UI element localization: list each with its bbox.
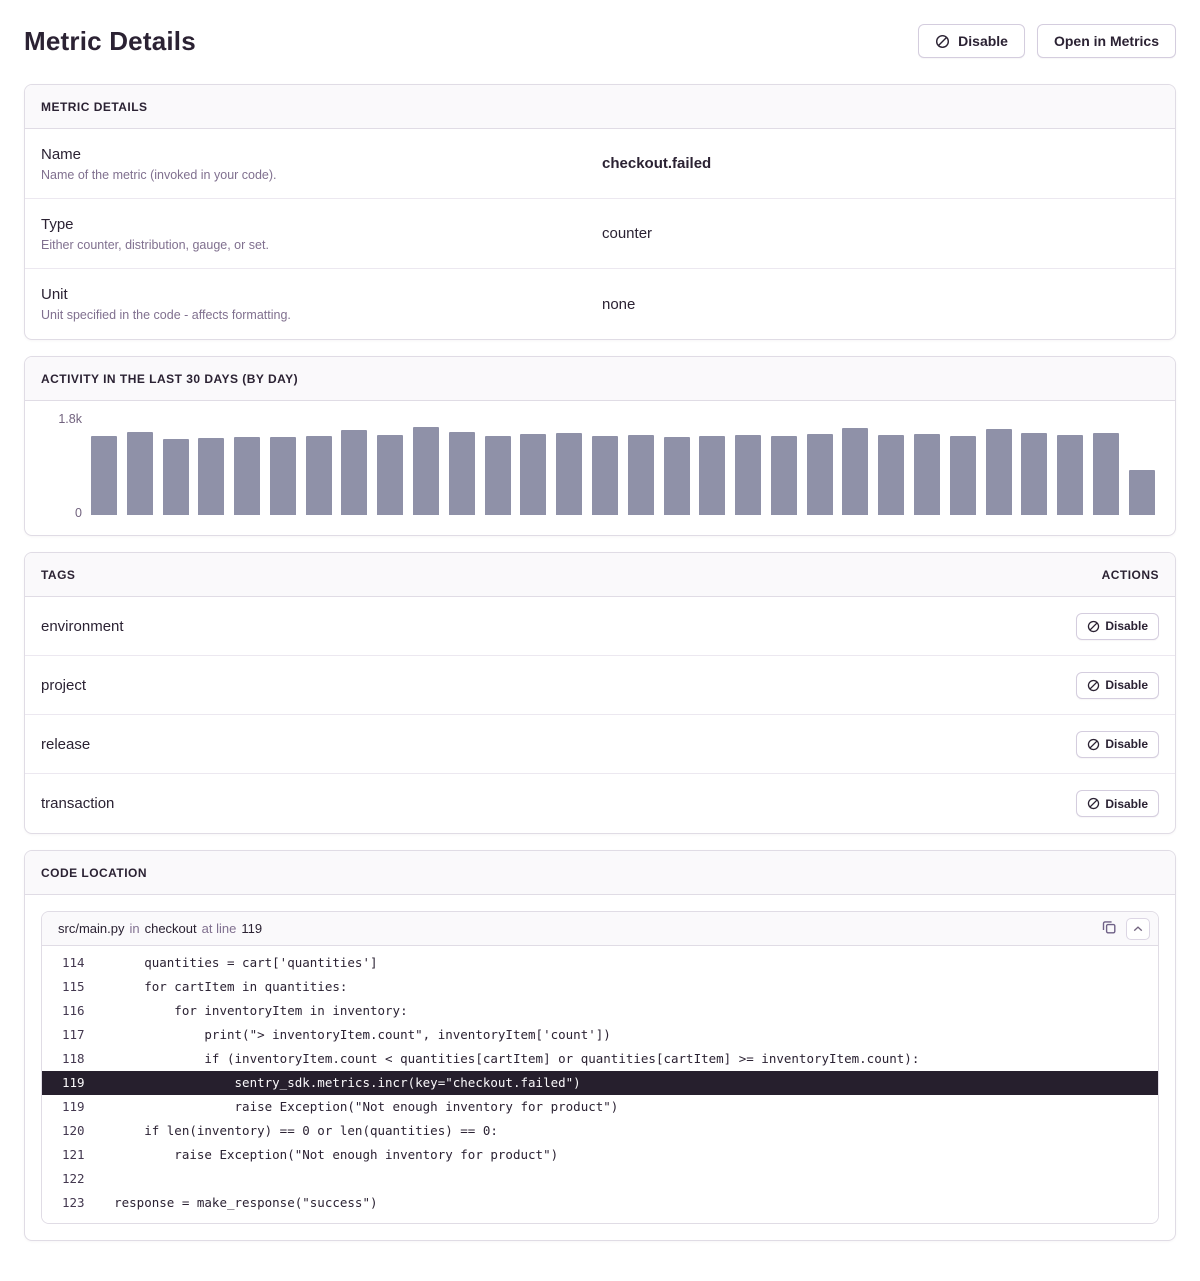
activity-section-title: ACTIVITY IN THE LAST 30 DAYS (BY DAY) [41,371,299,386]
code-frame-title [58,921,262,936]
activity-panel-header [25,357,1175,401]
detail-row-unit [25,269,1175,339]
chart-bars [91,423,1155,515]
metric-details-panel-header [25,85,1175,129]
code-function-name: checkout [144,921,197,936]
chart-bar [127,432,153,515]
chart-bar [592,436,618,515]
chevron-up-icon [1133,921,1143,936]
line-number: 119 [62,1099,85,1114]
tag-row-release [25,715,1175,774]
code-line [42,1167,1158,1191]
code-line [42,999,1158,1023]
code-line [42,1191,1158,1215]
detail-description: Name of the metric (invoked in your code). [41,167,277,182]
code-snippet [42,946,1158,1223]
chart-bar [413,427,439,515]
code-frame [41,911,1159,1224]
code-location-section-title: CODE LOCATION [41,865,148,880]
code-line [42,1095,1158,1119]
chart-bar [914,434,940,515]
activity-bar-chart [25,401,1175,535]
tags-panel-header [25,553,1175,597]
open-in-metrics-label: Open in Metrics [1053,33,1159,49]
chart-bar [485,436,511,515]
disable-tag-button[interactable] [1076,672,1159,699]
in-word: in [129,921,140,936]
line-code: sentry_sdk.metrics.incr(key="checkout.failed") [84,1075,581,1090]
tags-actions-title: ACTIONS [1101,567,1159,582]
metric-name-value: checkout.failed [602,155,712,172]
copy-button[interactable] [1098,916,1120,941]
tag-label: transaction [41,795,115,812]
line-number: 122 [62,1171,85,1186]
disable-icon [1087,797,1100,810]
code-line [42,1047,1158,1071]
chart-bar [270,437,296,515]
tags-section-title: TAGS [41,567,76,582]
code-line [42,1119,1158,1143]
tag-label: environment [41,617,124,635]
chart-bar [377,435,403,515]
chart-bar [341,430,367,515]
detail-label: Name [41,145,82,163]
detail-row-type [25,199,1175,269]
code-line [42,951,1158,975]
disable-icon [935,34,950,49]
detail-description: Unit specified in the code - affects formatting. [41,308,291,322]
disable-tag-label: Disable [1105,678,1148,692]
line-code: for cartItem in quantities: [84,979,348,994]
chart-bar [735,435,761,515]
code-line-number: 119 [241,921,263,936]
chart-bar [699,436,725,515]
tag-row-transaction [25,774,1175,833]
detail-description: Either counter, distribution, gauge, or set. [41,237,269,252]
chart-bar [449,432,475,515]
line-code: print("> inventoryItem.count", inventoryItem['count']) [84,1027,611,1042]
line-number: 120 [62,1123,85,1138]
metric-details-section-title: METRIC DETAILS [41,99,148,114]
metric-type-value: counter [602,225,653,242]
disable-tag-button[interactable] [1076,731,1159,758]
collapse-button[interactable] [1126,918,1150,940]
disable-tag-label: Disable [1105,737,1148,751]
chart-bar [807,434,833,515]
detail-label: Type [41,215,74,233]
tag-row-project [25,656,1175,715]
chart-bar [664,437,690,515]
line-number: 117 [62,1027,85,1042]
y-axis-max-label: 1.8k [58,412,82,426]
code-location-panel-header [25,851,1175,895]
chart-bar [198,438,224,515]
line-code [84,1167,1158,1191]
disable-icon [1087,679,1100,692]
chart-bar [950,436,976,515]
disable-icon [1087,738,1100,751]
disable-button-label: Disable [958,33,1008,49]
chart-bar [306,436,332,515]
page-title: Metric Details [24,25,196,56]
chart-bar [163,439,189,515]
line-number: 115 [62,979,85,994]
tag-row-environment [25,597,1175,656]
line-number: 121 [62,1147,85,1162]
disable-tag-label: Disable [1105,619,1148,633]
copy-icon [1101,919,1117,938]
line-number: 114 [62,955,85,970]
header-actions [918,24,1176,58]
disable-tag-button[interactable] [1076,613,1159,640]
chart-bar [1129,470,1155,515]
disable-tag-button[interactable] [1076,790,1159,817]
code-line [42,1143,1158,1167]
disable-icon [1087,620,1100,633]
line-code: response = make_response("success") [84,1195,378,1210]
line-number: 118 [62,1051,85,1066]
line-number: 123 [62,1195,85,1210]
chart-bar [878,435,904,515]
code-file-path: src/main.py [58,921,125,936]
disable-tag-label: Disable [1105,796,1148,811]
y-axis-min-label: 0 [75,506,82,520]
chart-y-axis [37,412,91,520]
page-header [24,24,1176,58]
code-line-highlighted [42,1071,1158,1095]
code-location-panel [24,850,1176,1241]
metric-details-panel [24,84,1176,340]
line-number: 116 [62,1003,85,1018]
chart-bar [520,434,546,515]
open-in-metrics-button[interactable] [1037,24,1176,58]
activity-panel [24,356,1176,536]
chart-bar [91,436,117,515]
line-code: if len(inventory) == 0 or len(quantities) == 0: [84,1123,498,1138]
tags-panel [24,552,1176,834]
line-code: raise Exception("Not enough inventory for product") [84,1147,559,1162]
chart-bar [986,429,1012,515]
line-number: 119 [62,1075,85,1090]
metric-unit-value: none [602,295,636,313]
line-code: quantities = cart['quantities'] [84,955,378,970]
code-line [42,975,1158,999]
line-code: for inventoryItem in inventory: [84,1003,408,1018]
code-line [42,1023,1158,1047]
tag-label: release [41,735,91,753]
chart-bar [234,437,260,515]
detail-label: Unit [41,286,68,303]
line-code: raise Exception("Not enough inventory for product") [84,1099,619,1114]
chart-bar [628,435,654,515]
line-code: if (inventoryItem.count < quantities[cartItem] or quantities[cartItem] >= inventoryItem.count): [84,1051,920,1066]
chart-bar [771,436,797,515]
code-frame-header [42,912,1158,946]
detail-row-name [25,129,1175,199]
at-line-words: at line [201,921,237,936]
disable-metric-button[interactable] [918,24,1025,58]
tag-label: project [41,676,87,694]
chart-bar [1057,435,1083,515]
chart-bar [1093,433,1119,515]
chart-bar [842,428,868,515]
chart-bar [1021,433,1047,515]
chart-bar [556,433,582,515]
